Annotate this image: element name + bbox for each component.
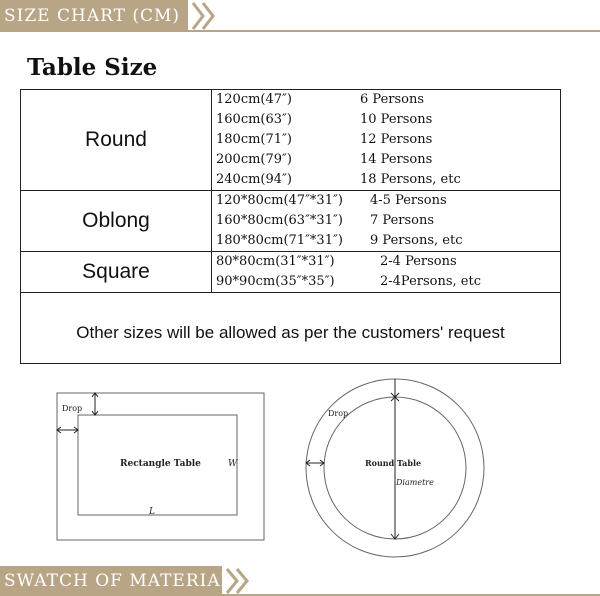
size-value: 180cm(71″)	[216, 132, 292, 147]
size-value: 180*80cm(71″*31″)	[216, 233, 343, 248]
size-value: 120cm(47″)	[216, 92, 292, 107]
persons-value: 14 Persons	[360, 152, 433, 167]
round-table-label: Round Table	[365, 458, 422, 468]
table-size-heading: Table Size	[27, 54, 158, 81]
persons-value: 4-5 Persons	[370, 193, 447, 208]
persons-value: 7 Persons	[370, 213, 435, 228]
persons-value: 18 Persons, etc	[360, 172, 461, 187]
diameter-label: Diametre	[396, 478, 434, 487]
table-row	[21, 90, 561, 191]
list-item	[212, 211, 560, 231]
length-label: L	[149, 507, 155, 517]
list-item	[212, 231, 560, 251]
size-value: 240cm(94″)	[216, 172, 292, 187]
persons-value: 9 Persons, etc	[370, 233, 463, 248]
drop-label: Drop	[62, 404, 83, 413]
rectangle-table-diagram	[40, 385, 280, 545]
list-item	[212, 110, 560, 130]
round-table-diagram	[300, 373, 490, 563]
persons-value: 10 Persons	[360, 112, 433, 127]
persons-value: 2-4 Persons	[380, 254, 457, 269]
size-value: 160*80cm(63″*31″)	[216, 213, 343, 228]
banner-title: SIZE CHART (CM)	[4, 6, 181, 26]
list-item	[212, 130, 560, 150]
custom-size-note: Other sizes will be allowed as per the customers' request	[21, 293, 561, 364]
list-item	[212, 252, 560, 272]
chevron-right-icon	[224, 566, 252, 596]
rectangle-table-label: Rectangle Table	[120, 459, 201, 469]
persons-value: 2-4Persons, etc	[380, 274, 482, 289]
size-table	[20, 89, 561, 364]
list-item	[212, 170, 560, 190]
size-value: 120*80cm(47″*31″)	[216, 193, 343, 208]
persons-value: 6 Persons	[360, 92, 425, 107]
persons-value: 12 Persons	[360, 132, 433, 147]
size-entries	[212, 252, 561, 293]
shape-label: Oblong	[21, 191, 212, 252]
chevron-right-icon	[190, 0, 218, 32]
size-value: 160cm(63″)	[216, 112, 292, 127]
shape-label: Round	[21, 90, 212, 191]
size-value: 80*80cm(31″*31″)	[216, 254, 335, 269]
size-value: 90*90cm(35″*35″)	[216, 274, 335, 289]
shape-label: Square	[21, 252, 212, 293]
table-row	[21, 191, 561, 252]
list-item	[212, 150, 560, 170]
size-entries	[212, 191, 561, 252]
table-row	[21, 252, 561, 293]
table-row	[21, 293, 561, 364]
list-item	[212, 90, 560, 110]
swatch-banner	[0, 566, 600, 596]
banner-title: SWATCH OF MATERIAL:	[4, 571, 240, 591]
list-item	[212, 191, 560, 211]
banner-underline	[0, 30, 600, 32]
size-entries	[212, 90, 561, 191]
size-value: 200cm(79″)	[216, 152, 292, 167]
list-item	[212, 272, 560, 292]
size-chart-banner	[0, 0, 600, 32]
drop-label: Drop	[328, 409, 349, 418]
width-label: W	[228, 459, 238, 469]
